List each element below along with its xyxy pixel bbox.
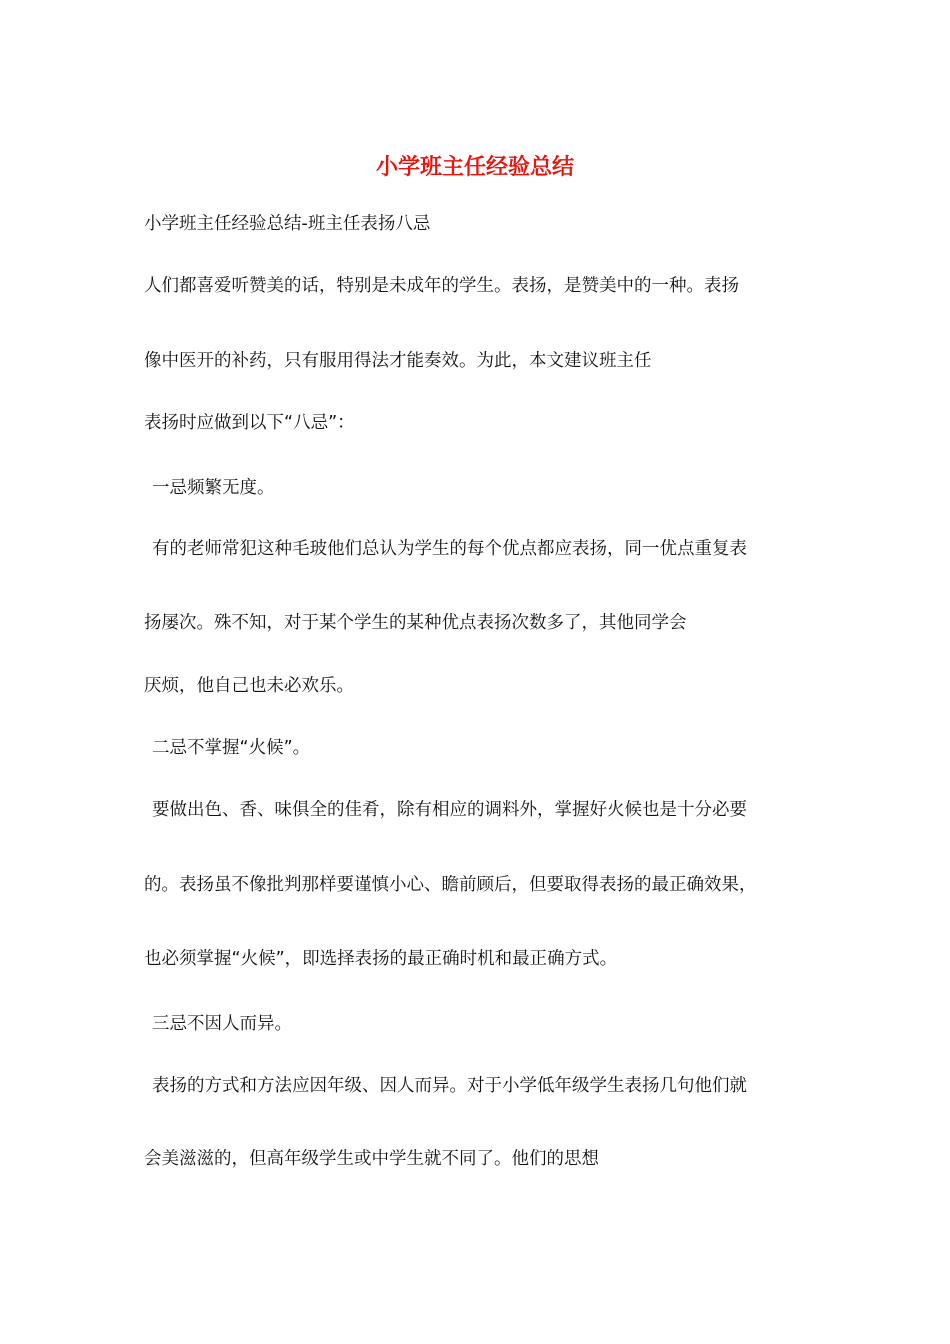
- paragraph-line: 人们都喜爱听赞美的话，特别是未成年的学生。表扬，是赞美中的一种。表扬: [144, 276, 739, 296]
- paragraph-line: 有的老师常犯这种毛玻他们总认为学生的每个优点都应表扬，同一优点重复表: [152, 539, 747, 559]
- paragraph-line: 会美滋滋的，但高年级学生或中学生就不同了。他们的思想: [144, 1149, 599, 1169]
- paragraph-line: 表扬的方式和方法应因年级、因人而异。对于小学低年级学生表扬几句他们就: [152, 1076, 747, 1096]
- document-subtitle: 小学班主任经验总结-班主任表扬八忌: [144, 214, 431, 234]
- paragraph-line: 的。表扬虽不像批判那样要谨慎小心、瞻前顾后，但要取得表扬的最正确效果，: [144, 875, 757, 895]
- paragraph-line: 扬屡次。殊不知，对于某个学生的某种优点表扬次数多了，其他同学会: [144, 613, 687, 633]
- paragraph-line: 要做出色、香、味俱全的佳肴，除有相应的调料外，掌握好火候也是十分必要: [152, 800, 747, 820]
- section-heading: 一忌频繁无度。: [152, 478, 275, 498]
- paragraph-line: 也必须掌握“火候”，即选择表扬的最正确时机和最正确方式。: [144, 949, 618, 969]
- paragraph-line: 像中医开的补药，只有服用得法才能奏效。为此，本文建议班主任: [144, 351, 652, 371]
- section-heading: 二忌不掌握“火候”。: [152, 738, 311, 758]
- section-heading: 三忌不因人而异。: [152, 1014, 292, 1034]
- paragraph-line: 厌烦，他自己也未必欢乐。: [144, 676, 354, 696]
- document-title: 小学班主任经验总结: [375, 154, 574, 180]
- paragraph-line: 表扬时应做到以下“八忌”：: [144, 413, 355, 433]
